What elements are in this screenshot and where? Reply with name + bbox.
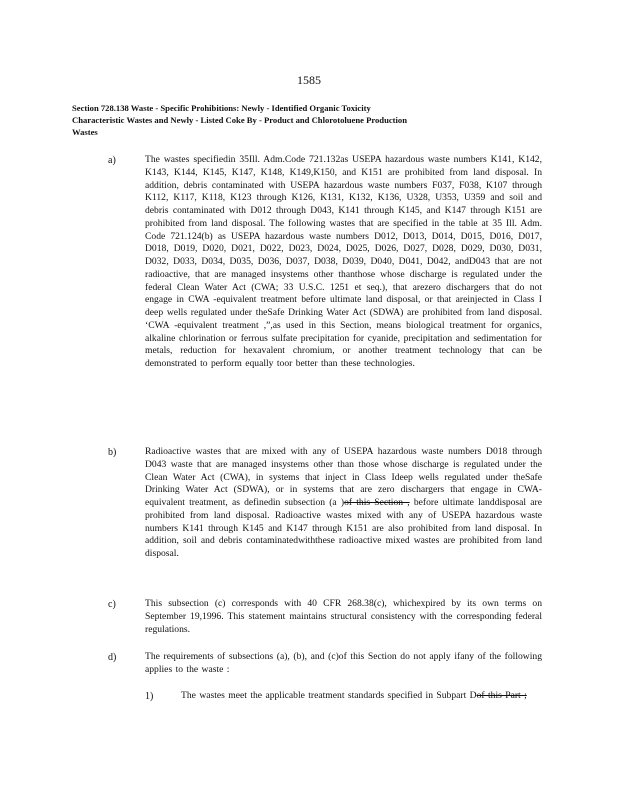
subsection-b-text [145, 446, 542, 561]
subsection-d-text: The requirements of subsections (a), (b), and (c)of this Section do not apply ifany of the following applies to the waste : [145, 651, 542, 675]
subsection-label-a: a) [108, 155, 116, 166]
subsection-label-c: c) [108, 599, 116, 610]
subsection-b-text-start: Radioactive wastes that are mixed with any of USEPA hazardous waste numbers D018 through D043 waste that are managed insystems other than those whose discharge is regulated under the Clean Water Act (CWA), in systems that inject in Class Ideep wells regulated under theSafe Drinking Water Act (SDWA), or in systems that are zero dischargers that engage in CWA-equivalent treatment, as definedin subsection (a ) [145, 446, 542, 508]
subsection-b-struck-text: of this Section , [344, 497, 410, 508]
section-heading-line-2: Characteristic Wastes and Newly - Listed Coke By - Product and Chlorotoluene Production [72, 115, 407, 125]
subsection-label-d1: 1) [145, 691, 154, 702]
subsection-label-d: d) [108, 652, 117, 663]
subsection-d1-text-start: The wastes meet the applicable treatment standards specified in Subpart D [181, 690, 477, 701]
section-heading [72, 102, 550, 138]
subsection-label-b: b) [108, 447, 117, 458]
page-number: 1585 [297, 73, 321, 87]
subsection-a-text: The wastes specifiedin 35Ill. Adm.Code 721.132as USEPA hazardous waste numbers K141, K142, K143, K144, K145, K147, K148, K149,K150, and K151 are prohibited from land disposal. In addition, debris contaminated with USEPA hazardous waste numbers F037, F038, K107 through K112, K117, K118, K123 through K126, K131, K132, K136, U328, U353, U359 and soil and debris contaminated with D012 through D043, K141 through K145, and K147 through K151 are prohibited from land disposal. The following wastes that are specified in the table at 35 Ill. Adm. Code 721.124(b) as USEPA hazardous waste numbers D012, D013, D014, D015, D016, D017, D018, D019, D020, D021, D022, D023, D024, D025, D026, D027, D028, D029, D030, D031, D032, D033, D034, D035, D036, D037, D038, D039, D040, D041, D042, andD043 that are not radioactive, that are managed insystems other thanthose whose discharge is regulated under the federal Clean Water Act (CWA; 33 U.S.C. 1251 et seq.), that arezero dischargers that do not engage in CWA -equivalent treatment before ultimate land disposal, or that areinjected in Class I deep wells regulated under theSafe Drinking Water Act (SDWA) are prohibited from land disposal. ‘CWA -equivalent treatment ,”,as used in this Section, means biological treatment for organics, alkaline chlorination or ferrous sulfate precipitation for cyanide, precipitation and sedimentation for metals, reduction for hexavalent chromium, or another treatment technology that can be demonstrated to perform equally toor better than these technologies. [145, 154, 542, 369]
subsection-d1-text [181, 690, 542, 703]
subsection-d1-struck-text: of this Part ; [476, 690, 527, 701]
subsection-b-text-end: before ultimate landdisposal are prohibited from land disposal. Radioactive wastes mixed with any of USEPA hazardous waste numbers K141 through K145 and K147 through K151 are also prohibited from land disposal. In addition, soil and debris contaminatedwiththese radioactive mixed wastes are prohibited from land disposal. [145, 497, 542, 559]
section-heading-line-3: Wastes [72, 127, 98, 137]
subsection-c-text: This subsection (c) corresponds with 40 CFR 268.38(c), whichexpired by its own terms on September 19,1996. This statement maintains structural consistency with the corresponding federal regulations. [145, 598, 542, 635]
section-heading-line-1: Section 728.138 Waste - Specific Prohibitions: Newly - Identified Organic Toxicity [72, 103, 371, 113]
